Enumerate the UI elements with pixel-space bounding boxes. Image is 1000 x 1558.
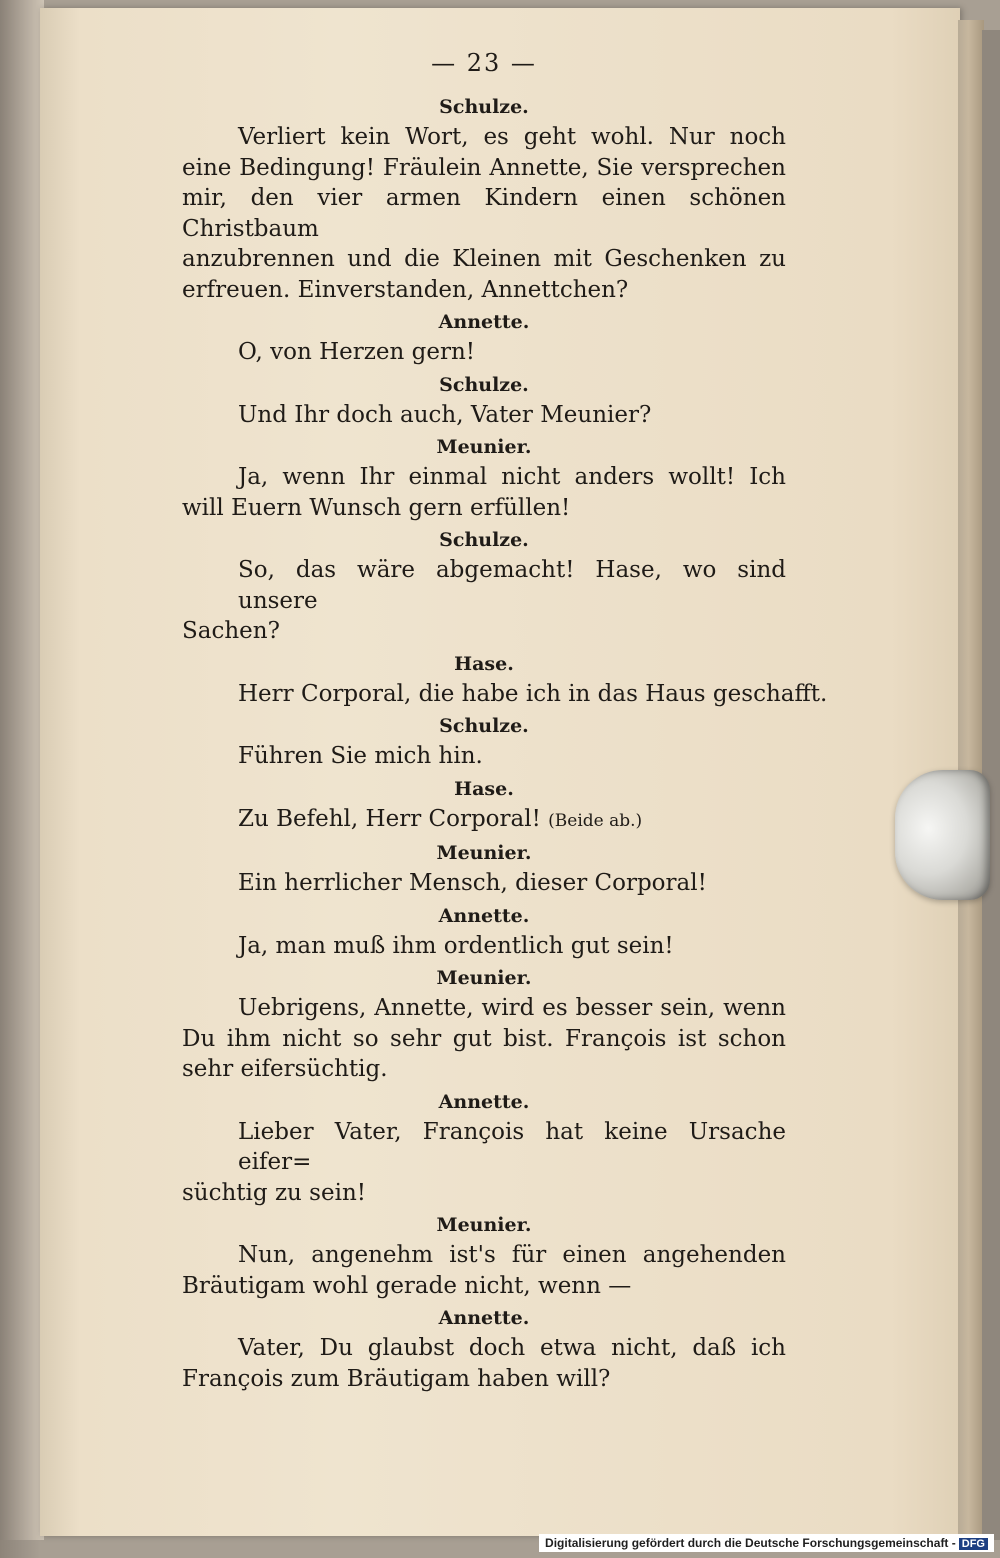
dialogue-line-text: Du ihm nicht so sehr gut bist. François ist schon xyxy=(182,1025,786,1052)
speaker-name: Annette. xyxy=(438,904,530,927)
dialogue-line-text: Herr Corporal, die habe ich in das Haus geschafft. xyxy=(238,680,828,707)
credit-text: Digitalisierung gefördert durch die Deutsche Forschungsgemeinschaft - xyxy=(545,1536,956,1550)
dialogue-line-text: süchtig zu sein! xyxy=(182,1179,367,1206)
dialogue-line-text: Ein herrlicher Mensch, dieser Corporal! xyxy=(238,870,707,896)
dialogue-line-text: sehr eifersüchtig. xyxy=(182,1056,388,1082)
dialogue-line xyxy=(182,741,786,772)
dialogue-line-text: Ja, man muß ihm ordentlich gut sein! xyxy=(238,932,674,959)
dialogue-line xyxy=(182,555,786,616)
speaker-name: Schulze. xyxy=(439,715,529,737)
dialogue-line xyxy=(182,804,786,837)
dialogue-line xyxy=(182,183,786,244)
dialogue-line xyxy=(182,153,786,184)
speaker-name: Annette. xyxy=(438,1090,530,1113)
dialogue xyxy=(182,92,828,1394)
dialogue-line-text: Uebrigens, Annette, wird es besser sein, wenn xyxy=(238,995,786,1021)
dialogue-line-text: Ja, wenn Ihr einmal nicht anders wollt! Ich xyxy=(238,464,786,490)
speaker-name: Meunier. xyxy=(436,436,532,458)
page-number: — 23 — xyxy=(431,49,537,77)
dialogue-line xyxy=(182,275,786,306)
speaker-name: Hase. xyxy=(454,777,514,800)
dialogue-line xyxy=(182,337,786,368)
dfg-logo: DFG xyxy=(959,1538,988,1550)
dialogue-line-text: Lieber Vater, François hat keine Ursache eifer= xyxy=(238,1118,786,1175)
dialogue-line xyxy=(182,993,786,1024)
dialogue-line-text: eine Bedingung! Fräulein Annette, Sie versprechen xyxy=(182,154,786,181)
speaker-name: Meunier. xyxy=(436,842,532,864)
speaker-name: Hase. xyxy=(454,652,514,675)
speaker-name: Annette. xyxy=(438,1307,530,1329)
dialogue-line xyxy=(182,1333,786,1364)
dialogue-line-text: erfreuen. Einverstanden, Annettchen? xyxy=(182,276,629,303)
dialogue-line xyxy=(182,1364,786,1395)
dialogue-line-text: O, von Herzen gern! xyxy=(238,339,475,365)
speaker-name: Schulze. xyxy=(439,373,529,396)
dialogue-line-text: Sachen? xyxy=(182,618,280,644)
dialogue-line xyxy=(182,400,786,431)
dialogue-line xyxy=(182,1240,786,1271)
dialogue-line-text: Nun, angenehm ist's für einen angehenden xyxy=(238,1242,786,1268)
dialogue-line-text: mir, den vier armen Kindern einen schönen Christbaum xyxy=(182,185,786,242)
dialogue-line-text: So, das wäre abgemacht! Hase, wo sind unsere xyxy=(238,557,786,614)
dialogue-line xyxy=(182,122,786,153)
dialogue-line-text: will Euern Wunsch gern erfüllen! xyxy=(182,494,571,521)
dialogue-line xyxy=(182,868,786,899)
dialogue-line-text: Führen Sie mich hin. xyxy=(238,743,483,769)
dialogue-line xyxy=(182,1271,786,1302)
scanner-clip-icon xyxy=(895,770,990,900)
speaker-name: Schulze. xyxy=(439,529,529,551)
digitization-credit xyxy=(539,1534,994,1552)
dialogue-line-text: Bräutigam wohl gerade nicht, wenn — xyxy=(182,1272,632,1299)
dialogue-line xyxy=(182,616,786,647)
speaker-name: Annette. xyxy=(438,311,530,333)
dialogue-line-text: Vater, Du glaubst doch etwa nicht, daß ich xyxy=(238,1335,786,1361)
dialogue-line-text: Und Ihr doch auch, Vater Meunier? xyxy=(238,401,652,428)
binding-shadow xyxy=(0,0,44,1540)
dialogue-line xyxy=(182,493,786,524)
speaker-name: Schulze. xyxy=(439,96,529,118)
speaker-name: Meunier. xyxy=(436,1214,532,1236)
dialogue-line xyxy=(182,1117,786,1178)
dialogue-line-text: Zu Befehl, Herr Corporal! xyxy=(238,805,541,832)
dialogue-line xyxy=(182,679,828,710)
dialogue-line-text: Verliert kein Wort, es geht wohl. Nur noch xyxy=(238,124,786,150)
dialogue-line xyxy=(182,462,786,493)
speaker-name: Meunier. xyxy=(436,967,532,989)
dialogue-line-text: anzubrennen und die Kleinen mit Geschenken zu xyxy=(182,246,786,272)
dialogue-line xyxy=(182,931,786,962)
page-text xyxy=(182,40,828,1394)
dialogue-line-text: François zum Bräutigam haben will? xyxy=(182,1365,611,1392)
stage-direction: (Beide ab.) xyxy=(548,810,643,831)
dialogue-line xyxy=(182,1054,786,1085)
dialogue-line xyxy=(182,244,786,275)
dialogue-line xyxy=(182,1178,786,1209)
dialogue-line xyxy=(182,1024,786,1055)
